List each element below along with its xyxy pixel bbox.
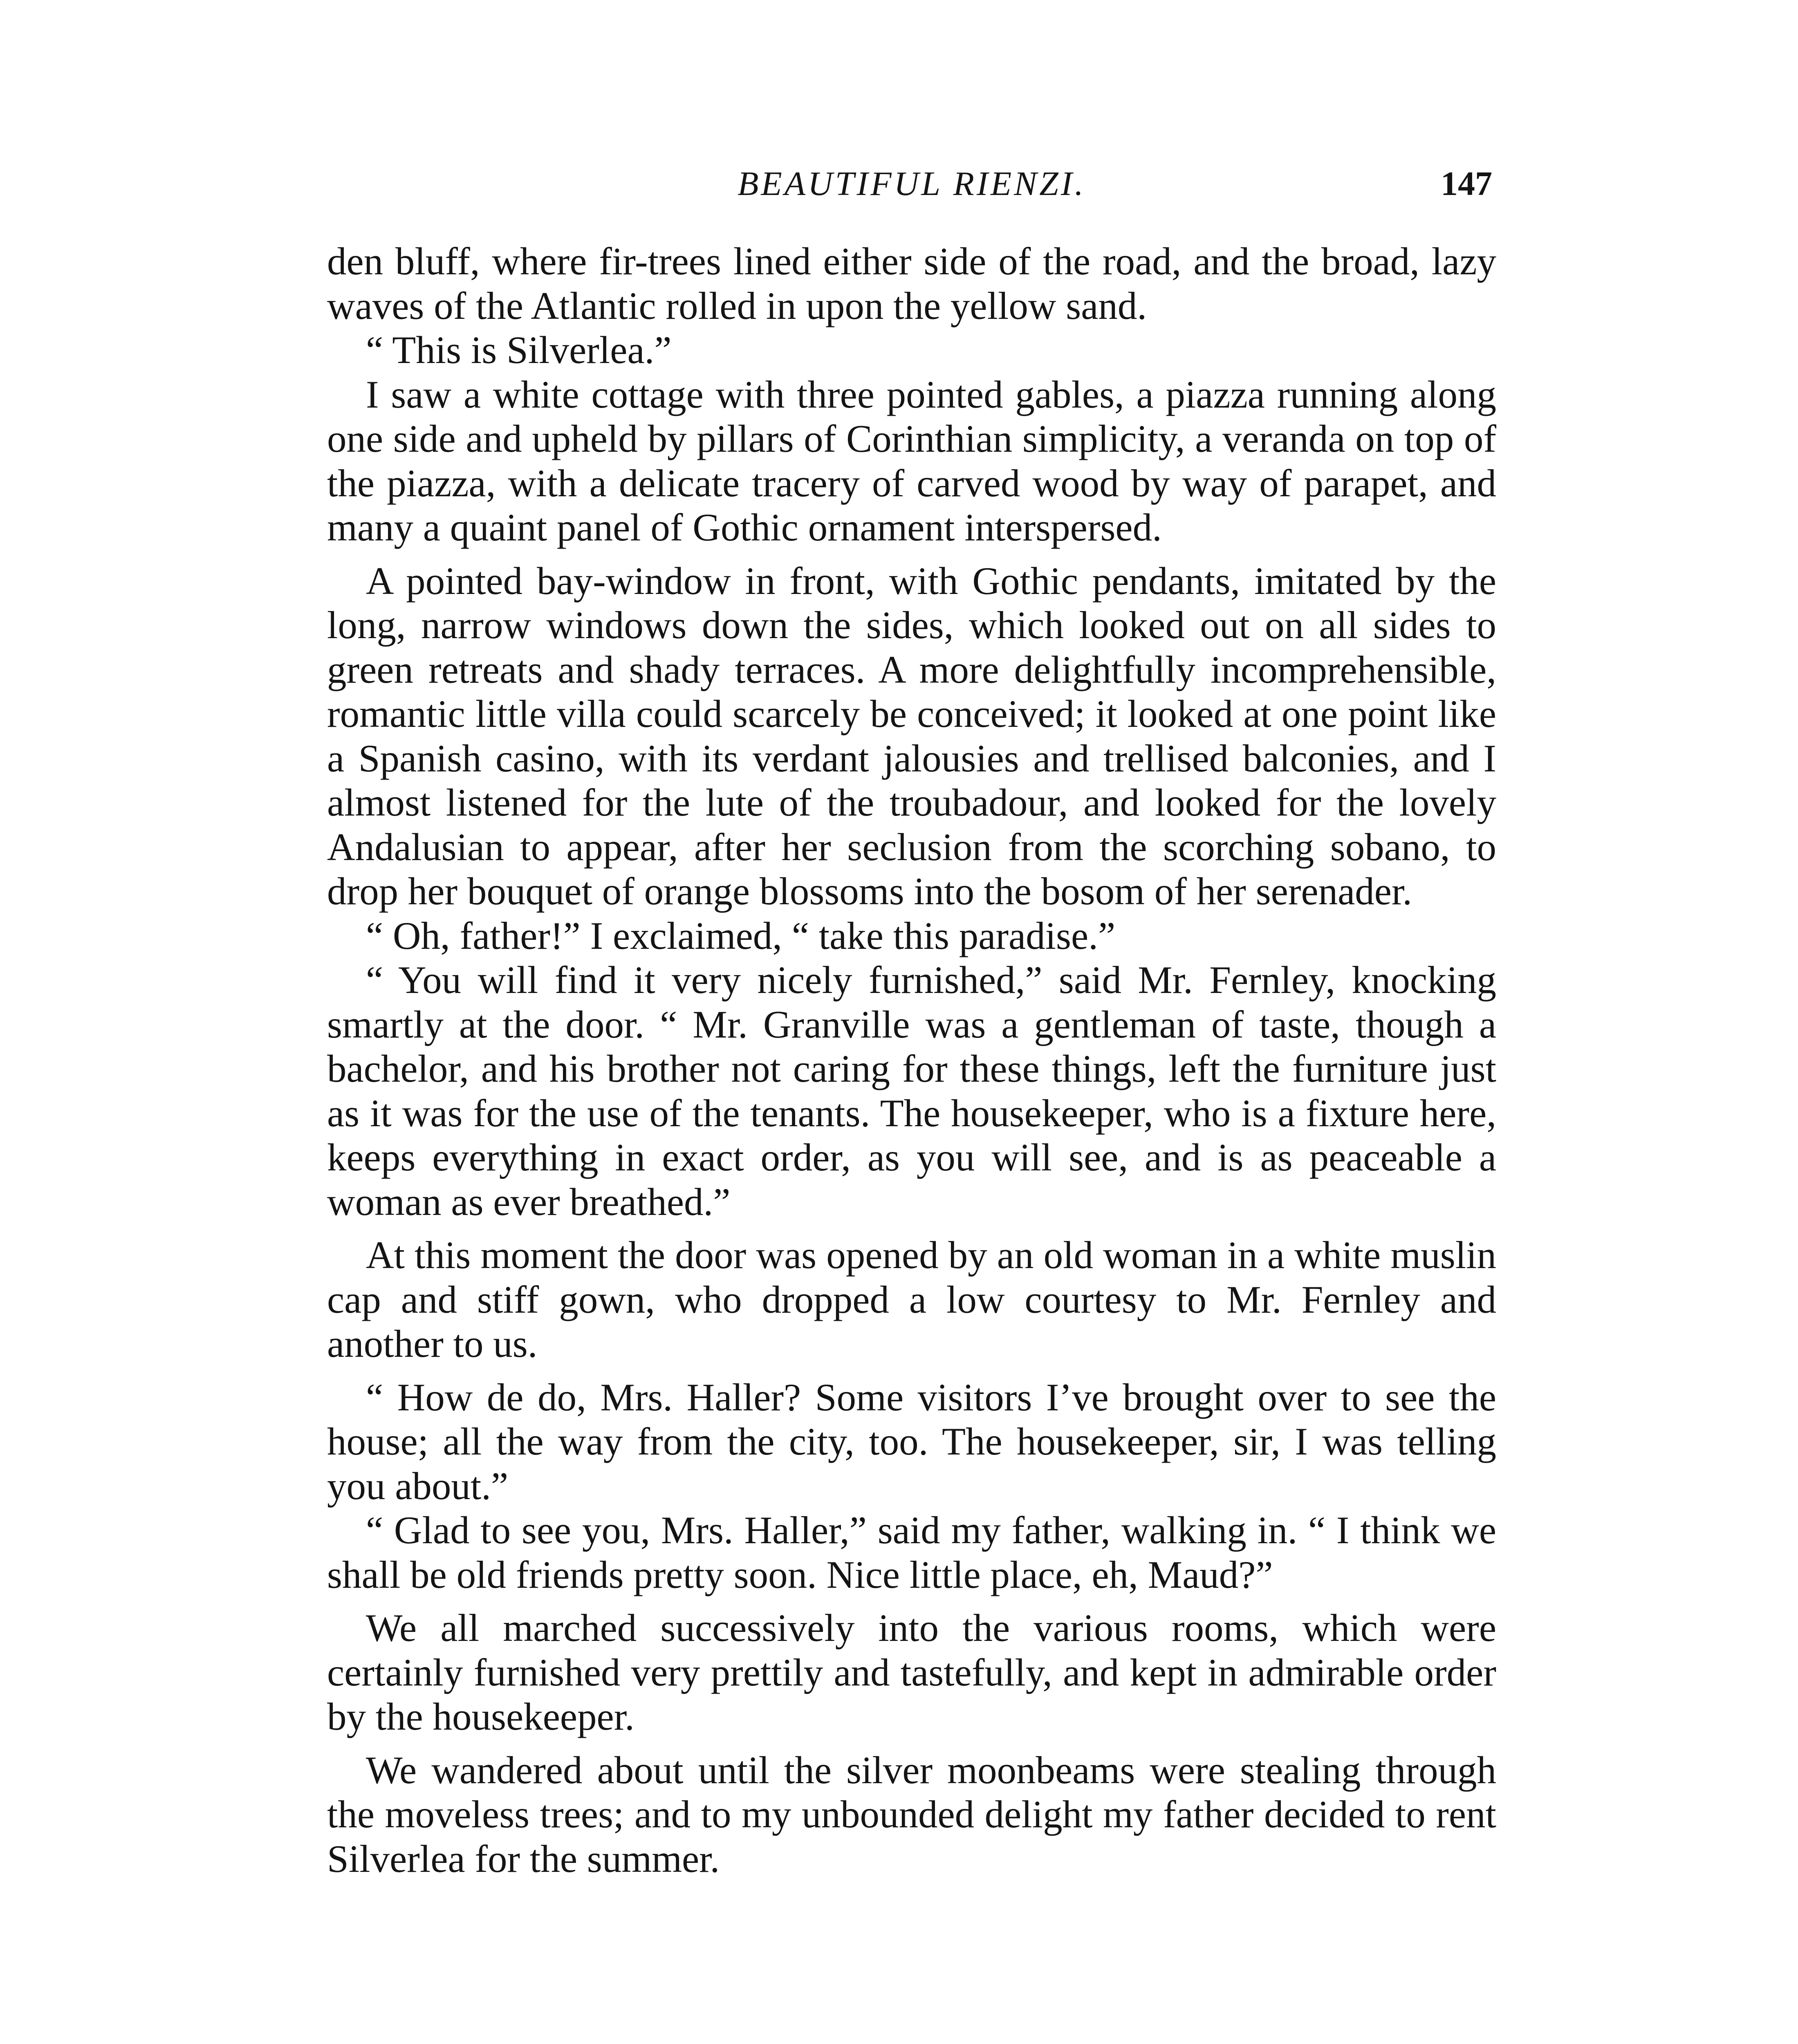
paragraph: den bluff, where fir-trees lined either side of the road, and the broad, lazy waves of the Atlantic rolled in upon the yellow sand.: [327, 240, 1496, 327]
paragraph: “ Oh, father!” I exclaimed, “ take this paradise.”: [366, 914, 1116, 957]
paragraph: “ How de do, Mrs. Haller? Some visitors I’ve brought over to see the house; all the way from the city, too. The housekeeper, sir, I was telling you about.”: [327, 1375, 1496, 1508]
paragraph: “ You will find it very nicely furnished,” said Mr. Fernley, knocking smartly at the door. “ Mr. Granville was a gentleman of taste, though a bachelor, and his brother not caring for these things, left the furniture just as it was for the use of the tenants. The housekeeper, who is a fixture here, keeps everything in exact order, as you will see, and is as peaceable a woman as ever breathed.”: [327, 958, 1496, 1224]
running-title: BEAUTIFUL RIENZI.: [738, 165, 1086, 203]
paragraph: At this moment the door was opened by an old woman in a white muslin cap and stiff gown, who dropped a low courtesy to Mr. Fernley and another to us.: [327, 1233, 1496, 1365]
paragraph: We all marched successively into the various rooms, which were certainly furnished very prettily and tastefully, and kept in admirable order by the housekeeper.: [327, 1606, 1496, 1738]
paragraph: A pointed bay-window in front, with Gothic pendants, imitated by the long, narrow windows down the sides, which looked out on all sides to green retreats and shady terraces. A more delightfully incomprehensible, romantic little villa could scarcely be conceived; it looked at one point like a Spanish casino, with its verdant jalousies and trellised balconies, and I almost listened for the lute of the troubadour, and looked for the lovely Andalusian to appear, after her seclusion from the scorching sobano, to drop her bouquet of orange blossoms into the bosom of her serenader.: [327, 559, 1496, 913]
running-head: [331, 155, 1492, 213]
paragraph: We wandered about until the silver moonbeams were stealing through the moveless trees; and to my unbounded delight my father decided to rent Silverlea for the summer.: [327, 1748, 1496, 1880]
page-number: 147: [1441, 165, 1492, 203]
paragraph: “ Glad to see you, Mrs. Haller,” said my father, walking in. “ I think we shall be old friends pretty soon. Nice little place, eh, Maud?”: [327, 1508, 1496, 1596]
paragraph: I saw a white cottage with three pointed gables, a piazza running along one side and upheld by pillars of Corinthian simplicity, a veranda on top of the piazza, with a delicate tracery of carved wood by way of parapet, and many a quaint panel of Gothic ornament interspersed.: [327, 372, 1496, 549]
paragraph: “ This is Silverlea.”: [366, 328, 672, 372]
body-text: [327, 239, 1496, 1881]
